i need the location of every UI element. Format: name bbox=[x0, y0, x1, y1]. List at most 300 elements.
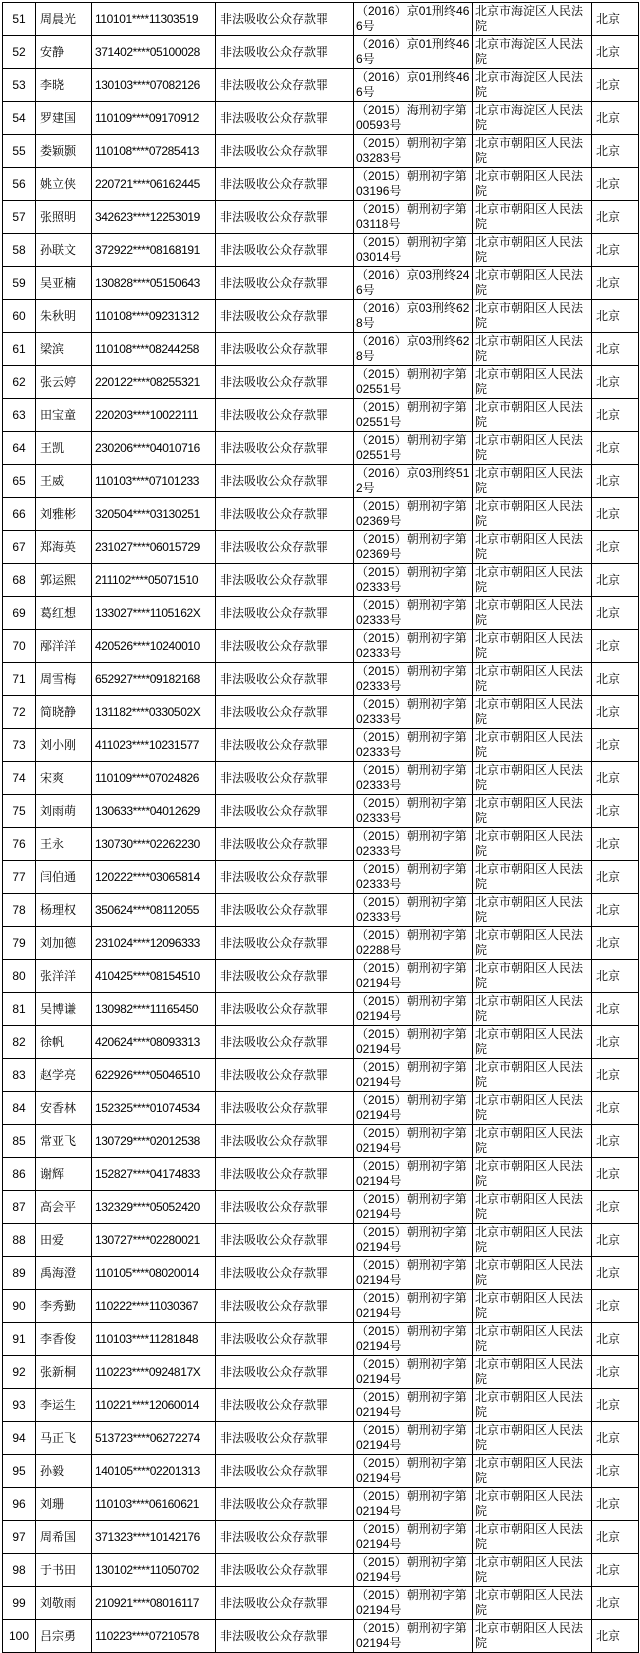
table-row bbox=[3, 1356, 639, 1389]
row-number-cell: 88 bbox=[3, 1224, 36, 1257]
charge-cell: 非法吸收公众存款罪 bbox=[216, 1488, 354, 1521]
case-number-cell: （2015）朝刑初字第02194号 bbox=[354, 1290, 473, 1323]
case-number-cell: （2015）朝刑初字第02194号 bbox=[354, 960, 473, 993]
row-number-cell: 85 bbox=[3, 1125, 36, 1158]
charge-cell: 非法吸收公众存款罪 bbox=[216, 1422, 354, 1455]
row-number-cell: 52 bbox=[3, 36, 36, 69]
court-cell: 北京市朝阳区人民法院 bbox=[473, 564, 592, 597]
table-row bbox=[3, 597, 639, 630]
defendant-name-cell: 孙联文 bbox=[36, 234, 92, 267]
id-number-cell: 342623****12253019 bbox=[92, 201, 216, 234]
case-number-cell: （2015）朝刑初字第02194号 bbox=[354, 1587, 473, 1620]
court-cell: 北京市朝阳区人民法院 bbox=[473, 1389, 592, 1422]
id-number-cell: 110103****06160621 bbox=[92, 1488, 216, 1521]
court-cell: 北京市朝阳区人民法院 bbox=[473, 1521, 592, 1554]
row-number-cell: 75 bbox=[3, 795, 36, 828]
table-row bbox=[3, 234, 639, 267]
region-cell: 北京 bbox=[592, 927, 639, 960]
court-cell: 北京市朝阳区人民法院 bbox=[473, 1125, 592, 1158]
charge-cell: 非法吸收公众存款罪 bbox=[216, 993, 354, 1026]
table-row bbox=[3, 1059, 639, 1092]
region-cell: 北京 bbox=[592, 729, 639, 762]
charge-cell: 非法吸收公众存款罪 bbox=[216, 564, 354, 597]
defendant-name-cell: 吴博谦 bbox=[36, 993, 92, 1026]
case-number-cell: （2015）海刑初字第00593号 bbox=[354, 102, 473, 135]
table-row bbox=[3, 1455, 639, 1488]
table-row bbox=[3, 630, 639, 663]
region-cell: 北京 bbox=[592, 1125, 639, 1158]
court-cell: 北京市朝阳区人民法院 bbox=[473, 894, 592, 927]
case-number-cell: （2015）朝刑初字第02194号 bbox=[354, 1521, 473, 1554]
court-cases-table-body bbox=[3, 3, 639, 1653]
charge-cell: 非法吸收公众存款罪 bbox=[216, 498, 354, 531]
region-cell: 北京 bbox=[592, 663, 639, 696]
row-number-cell: 61 bbox=[3, 333, 36, 366]
region-cell: 北京 bbox=[592, 828, 639, 861]
court-cell: 北京市朝阳区人民法院 bbox=[473, 1422, 592, 1455]
row-number-cell: 87 bbox=[3, 1191, 36, 1224]
id-number-cell: 110109****09170912 bbox=[92, 102, 216, 135]
court-cell: 北京市海淀区人民法院 bbox=[473, 69, 592, 102]
case-number-cell: （2015）朝刑初字第02551号 bbox=[354, 366, 473, 399]
region-cell: 北京 bbox=[592, 1323, 639, 1356]
table-row bbox=[3, 498, 639, 531]
court-cell: 北京市海淀区人民法院 bbox=[473, 102, 592, 135]
row-number-cell: 89 bbox=[3, 1257, 36, 1290]
charge-cell: 非法吸收公众存款罪 bbox=[216, 1158, 354, 1191]
region-cell: 北京 bbox=[592, 498, 639, 531]
row-number-cell: 51 bbox=[3, 3, 36, 36]
charge-cell: 非法吸收公众存款罪 bbox=[216, 729, 354, 762]
court-cell: 北京市朝阳区人民法院 bbox=[473, 498, 592, 531]
region-cell: 北京 bbox=[592, 960, 639, 993]
table-row bbox=[3, 399, 639, 432]
id-number-cell: 622926****05046510 bbox=[92, 1059, 216, 1092]
table-row bbox=[3, 531, 639, 564]
case-number-cell: （2015）朝刑初字第02369号 bbox=[354, 498, 473, 531]
charge-cell: 非法吸收公众存款罪 bbox=[216, 366, 354, 399]
charge-cell: 非法吸收公众存款罪 bbox=[216, 1191, 354, 1224]
row-number-cell: 69 bbox=[3, 597, 36, 630]
region-cell: 北京 bbox=[592, 762, 639, 795]
row-number-cell: 82 bbox=[3, 1026, 36, 1059]
table-row bbox=[3, 1257, 639, 1290]
table-row bbox=[3, 1290, 639, 1323]
case-number-cell: （2015）朝刑初字第02194号 bbox=[354, 1026, 473, 1059]
case-number-cell: （2016）京03刑终246号 bbox=[354, 267, 473, 300]
court-cell: 北京市朝阳区人民法院 bbox=[473, 1257, 592, 1290]
region-cell: 北京 bbox=[592, 597, 639, 630]
court-cell: 北京市朝阳区人民法院 bbox=[473, 1455, 592, 1488]
charge-cell: 非法吸收公众存款罪 bbox=[216, 1620, 354, 1653]
charge-cell: 非法吸收公众存款罪 bbox=[216, 1587, 354, 1620]
defendant-name-cell: 刘雅彬 bbox=[36, 498, 92, 531]
table-row bbox=[3, 927, 639, 960]
row-number-cell: 92 bbox=[3, 1356, 36, 1389]
defendant-name-cell: 闫伯通 bbox=[36, 861, 92, 894]
region-cell: 北京 bbox=[592, 1422, 639, 1455]
case-number-cell: （2015）朝刑初字第02333号 bbox=[354, 696, 473, 729]
defendant-name-cell: 李运生 bbox=[36, 1389, 92, 1422]
charge-cell: 非法吸收公众存款罪 bbox=[216, 1059, 354, 1092]
court-cell: 北京市朝阳区人民法院 bbox=[473, 828, 592, 861]
region-cell: 北京 bbox=[592, 531, 639, 564]
charge-cell: 非法吸收公众存款罪 bbox=[216, 927, 354, 960]
region-cell: 北京 bbox=[592, 1026, 639, 1059]
defendant-name-cell: 禹海澄 bbox=[36, 1257, 92, 1290]
row-number-cell: 68 bbox=[3, 564, 36, 597]
defendant-name-cell: 葛红想 bbox=[36, 597, 92, 630]
id-number-cell: 131182****0330502X bbox=[92, 696, 216, 729]
court-cell: 北京市朝阳区人民法院 bbox=[473, 1158, 592, 1191]
defendant-name-cell: 吴亚楠 bbox=[36, 267, 92, 300]
table-row bbox=[3, 432, 639, 465]
table-row bbox=[3, 1422, 639, 1455]
id-number-cell: 410425****08154510 bbox=[92, 960, 216, 993]
case-number-cell: （2015）朝刑初字第02194号 bbox=[354, 1158, 473, 1191]
row-number-cell: 78 bbox=[3, 894, 36, 927]
region-cell: 北京 bbox=[592, 1521, 639, 1554]
court-cell: 北京市朝阳区人民法院 bbox=[473, 729, 592, 762]
court-cell: 北京市朝阳区人民法院 bbox=[473, 1587, 592, 1620]
table-row bbox=[3, 168, 639, 201]
charge-cell: 非法吸收公众存款罪 bbox=[216, 432, 354, 465]
case-number-cell: （2015）朝刑初字第02194号 bbox=[354, 1455, 473, 1488]
case-number-cell: （2015）朝刑初字第02333号 bbox=[354, 729, 473, 762]
charge-cell: 非法吸收公众存款罪 bbox=[216, 894, 354, 927]
id-number-cell: 350624****08112055 bbox=[92, 894, 216, 927]
id-number-cell: 230206****04010716 bbox=[92, 432, 216, 465]
defendant-name-cell: 张照明 bbox=[36, 201, 92, 234]
charge-cell: 非法吸收公众存款罪 bbox=[216, 399, 354, 432]
defendant-name-cell: 刘敬雨 bbox=[36, 1587, 92, 1620]
id-number-cell: 371402****05100028 bbox=[92, 36, 216, 69]
defendant-name-cell: 梁滨 bbox=[36, 333, 92, 366]
case-number-cell: （2015）朝刑初字第03196号 bbox=[354, 168, 473, 201]
id-number-cell: 130828****05150643 bbox=[92, 267, 216, 300]
court-cell: 北京市朝阳区人民法院 bbox=[473, 1323, 592, 1356]
court-cell: 北京市朝阳区人民法院 bbox=[473, 960, 592, 993]
charge-cell: 非法吸收公众存款罪 bbox=[216, 234, 354, 267]
row-number-cell: 94 bbox=[3, 1422, 36, 1455]
id-number-cell: 420526****10240010 bbox=[92, 630, 216, 663]
table-row bbox=[3, 960, 639, 993]
case-number-cell: （2015）朝刑初字第02194号 bbox=[354, 1059, 473, 1092]
row-number-cell: 80 bbox=[3, 960, 36, 993]
charge-cell: 非法吸收公众存款罪 bbox=[216, 1455, 354, 1488]
case-number-cell: （2015）朝刑初字第02194号 bbox=[354, 1257, 473, 1290]
case-number-cell: （2015）朝刑初字第02194号 bbox=[354, 993, 473, 1026]
charge-cell: 非法吸收公众存款罪 bbox=[216, 663, 354, 696]
table-row bbox=[3, 861, 639, 894]
row-number-cell: 62 bbox=[3, 366, 36, 399]
case-number-cell: （2015）朝刑初字第02551号 bbox=[354, 432, 473, 465]
table-row bbox=[3, 1587, 639, 1620]
table-row bbox=[3, 1158, 639, 1191]
court-cell: 北京市朝阳区人民法院 bbox=[473, 762, 592, 795]
court-cell: 北京市朝阳区人民法院 bbox=[473, 1191, 592, 1224]
charge-cell: 非法吸收公众存款罪 bbox=[216, 465, 354, 498]
region-cell: 北京 bbox=[592, 795, 639, 828]
table-row bbox=[3, 333, 639, 366]
court-cell: 北京市朝阳区人民法院 bbox=[473, 1620, 592, 1653]
defendant-name-cell: 郭运熙 bbox=[36, 564, 92, 597]
court-cell: 北京市朝阳区人民法院 bbox=[473, 1356, 592, 1389]
row-number-cell: 99 bbox=[3, 1587, 36, 1620]
defendant-name-cell: 王威 bbox=[36, 465, 92, 498]
id-number-cell: 110223****07210578 bbox=[92, 1620, 216, 1653]
region-cell: 北京 bbox=[592, 1587, 639, 1620]
defendant-name-cell: 谢辉 bbox=[36, 1158, 92, 1191]
region-cell: 北京 bbox=[592, 1620, 639, 1653]
court-cell: 北京市海淀区人民法院 bbox=[473, 3, 592, 36]
defendant-name-cell: 周希国 bbox=[36, 1521, 92, 1554]
charge-cell: 非法吸收公众存款罪 bbox=[216, 168, 354, 201]
case-number-cell: （2015）朝刑初字第02194号 bbox=[354, 1620, 473, 1653]
charge-cell: 非法吸收公众存款罪 bbox=[216, 1026, 354, 1059]
defendant-name-cell: 娄颖颢 bbox=[36, 135, 92, 168]
row-number-cell: 95 bbox=[3, 1455, 36, 1488]
court-cases-table bbox=[2, 2, 639, 1653]
court-cell: 北京市朝阳区人民法院 bbox=[473, 663, 592, 696]
defendant-name-cell: 邴洋洋 bbox=[36, 630, 92, 663]
charge-cell: 非法吸收公众存款罪 bbox=[216, 135, 354, 168]
id-number-cell: 110221****12060014 bbox=[92, 1389, 216, 1422]
court-cell: 北京市朝阳区人民法院 bbox=[473, 300, 592, 333]
region-cell: 北京 bbox=[592, 1158, 639, 1191]
id-number-cell: 231024****12096333 bbox=[92, 927, 216, 960]
court-cell: 北京市朝阳区人民法院 bbox=[473, 234, 592, 267]
id-number-cell: 130982****11165450 bbox=[92, 993, 216, 1026]
charge-cell: 非法吸收公众存款罪 bbox=[216, 1125, 354, 1158]
defendant-name-cell: 宋爽 bbox=[36, 762, 92, 795]
case-number-cell: （2015）朝刑初字第02333号 bbox=[354, 795, 473, 828]
table-row bbox=[3, 762, 639, 795]
region-cell: 北京 bbox=[592, 267, 639, 300]
region-cell: 北京 bbox=[592, 1059, 639, 1092]
region-cell: 北京 bbox=[592, 300, 639, 333]
row-number-cell: 65 bbox=[3, 465, 36, 498]
court-cell: 北京市朝阳区人民法院 bbox=[473, 1554, 592, 1587]
charge-cell: 非法吸收公众存款罪 bbox=[216, 69, 354, 102]
court-cell: 北京市朝阳区人民法院 bbox=[473, 861, 592, 894]
region-cell: 北京 bbox=[592, 36, 639, 69]
region-cell: 北京 bbox=[592, 69, 639, 102]
region-cell: 北京 bbox=[592, 465, 639, 498]
row-number-cell: 76 bbox=[3, 828, 36, 861]
court-cell: 北京市朝阳区人民法院 bbox=[473, 795, 592, 828]
table-row bbox=[3, 663, 639, 696]
case-number-cell: （2015）朝刑初字第02369号 bbox=[354, 531, 473, 564]
charge-cell: 非法吸收公众存款罪 bbox=[216, 1224, 354, 1257]
charge-cell: 非法吸收公众存款罪 bbox=[216, 762, 354, 795]
charge-cell: 非法吸收公众存款罪 bbox=[216, 36, 354, 69]
case-number-cell: （2015）朝刑初字第02194号 bbox=[354, 1323, 473, 1356]
court-cell: 北京市朝阳区人民法院 bbox=[473, 630, 592, 663]
defendant-name-cell: 刘珊 bbox=[36, 1488, 92, 1521]
court-cell: 北京市朝阳区人民法院 bbox=[473, 333, 592, 366]
region-cell: 北京 bbox=[592, 1356, 639, 1389]
region-cell: 北京 bbox=[592, 333, 639, 366]
charge-cell: 非法吸收公众存款罪 bbox=[216, 3, 354, 36]
defendant-name-cell: 李秀勤 bbox=[36, 1290, 92, 1323]
case-number-cell: （2015）朝刑初字第02333号 bbox=[354, 597, 473, 630]
defendant-name-cell: 朱秋明 bbox=[36, 300, 92, 333]
row-number-cell: 81 bbox=[3, 993, 36, 1026]
region-cell: 北京 bbox=[592, 201, 639, 234]
table-row bbox=[3, 828, 639, 861]
defendant-name-cell: 郑海英 bbox=[36, 531, 92, 564]
table-row bbox=[3, 465, 639, 498]
row-number-cell: 72 bbox=[3, 696, 36, 729]
case-number-cell: （2015）朝刑初字第02194号 bbox=[354, 1422, 473, 1455]
defendant-name-cell: 王永 bbox=[36, 828, 92, 861]
charge-cell: 非法吸收公众存款罪 bbox=[216, 201, 354, 234]
charge-cell: 非法吸收公众存款罪 bbox=[216, 795, 354, 828]
table-row bbox=[3, 1389, 639, 1422]
case-number-cell: （2015）朝刑初字第02333号 bbox=[354, 663, 473, 696]
case-number-cell: （2015）朝刑初字第03014号 bbox=[354, 234, 473, 267]
table-row bbox=[3, 1092, 639, 1125]
region-cell: 北京 bbox=[592, 1224, 639, 1257]
defendant-name-cell: 简晓静 bbox=[36, 696, 92, 729]
region-cell: 北京 bbox=[592, 1257, 639, 1290]
case-number-cell: （2016）京01刑终466号 bbox=[354, 69, 473, 102]
row-number-cell: 60 bbox=[3, 300, 36, 333]
id-number-cell: 130730****02262230 bbox=[92, 828, 216, 861]
row-number-cell: 96 bbox=[3, 1488, 36, 1521]
defendant-name-cell: 常亚飞 bbox=[36, 1125, 92, 1158]
id-number-cell: 220721****06162445 bbox=[92, 168, 216, 201]
case-number-cell: （2015）朝刑初字第02333号 bbox=[354, 894, 473, 927]
case-number-cell: （2015）朝刑初字第02333号 bbox=[354, 762, 473, 795]
charge-cell: 非法吸收公众存款罪 bbox=[216, 1554, 354, 1587]
case-number-cell: （2016）京03刑终512号 bbox=[354, 465, 473, 498]
table-row bbox=[3, 696, 639, 729]
id-number-cell: 130103****07082126 bbox=[92, 69, 216, 102]
charge-cell: 非法吸收公众存款罪 bbox=[216, 828, 354, 861]
court-cell: 北京市朝阳区人民法院 bbox=[473, 465, 592, 498]
table-row bbox=[3, 267, 639, 300]
region-cell: 北京 bbox=[592, 432, 639, 465]
table-row bbox=[3, 1224, 639, 1257]
row-number-cell: 83 bbox=[3, 1059, 36, 1092]
id-number-cell: 110108****08244258 bbox=[92, 333, 216, 366]
row-number-cell: 86 bbox=[3, 1158, 36, 1191]
court-cell: 北京市朝阳区人民法院 bbox=[473, 267, 592, 300]
region-cell: 北京 bbox=[592, 630, 639, 663]
id-number-cell: 130102****11050702 bbox=[92, 1554, 216, 1587]
court-cell: 北京市朝阳区人民法院 bbox=[473, 432, 592, 465]
id-number-cell: 152325****01074534 bbox=[92, 1092, 216, 1125]
row-number-cell: 63 bbox=[3, 399, 36, 432]
defendant-name-cell: 张新桐 bbox=[36, 1356, 92, 1389]
court-cell: 北京市朝阳区人民法院 bbox=[473, 366, 592, 399]
region-cell: 北京 bbox=[592, 168, 639, 201]
row-number-cell: 100 bbox=[3, 1620, 36, 1653]
id-number-cell: 372922****08168191 bbox=[92, 234, 216, 267]
id-number-cell: 132329****05052420 bbox=[92, 1191, 216, 1224]
case-number-cell: （2015）朝刑初字第02333号 bbox=[354, 630, 473, 663]
id-number-cell: 110101****11303519 bbox=[92, 3, 216, 36]
charge-cell: 非法吸收公众存款罪 bbox=[216, 1290, 354, 1323]
case-number-cell: （2015）朝刑初字第02194号 bbox=[354, 1191, 473, 1224]
region-cell: 北京 bbox=[592, 993, 639, 1026]
court-cell: 北京市朝阳区人民法院 bbox=[473, 399, 592, 432]
region-cell: 北京 bbox=[592, 1455, 639, 1488]
region-cell: 北京 bbox=[592, 861, 639, 894]
defendant-name-cell: 刘小刚 bbox=[36, 729, 92, 762]
id-number-cell: 320504****03130251 bbox=[92, 498, 216, 531]
case-number-cell: （2015）朝刑初字第02194号 bbox=[354, 1224, 473, 1257]
defendant-name-cell: 周晨光 bbox=[36, 3, 92, 36]
charge-cell: 非法吸收公众存款罪 bbox=[216, 960, 354, 993]
charge-cell: 非法吸收公众存款罪 bbox=[216, 102, 354, 135]
id-number-cell: 211102****05071510 bbox=[92, 564, 216, 597]
row-number-cell: 73 bbox=[3, 729, 36, 762]
defendant-name-cell: 李香俊 bbox=[36, 1323, 92, 1356]
table-row bbox=[3, 795, 639, 828]
case-number-cell: （2016）京01刑终466号 bbox=[354, 3, 473, 36]
case-number-cell: （2015）朝刑初字第02333号 bbox=[354, 828, 473, 861]
row-number-cell: 55 bbox=[3, 135, 36, 168]
case-number-cell: （2015）朝刑初字第02333号 bbox=[354, 861, 473, 894]
id-number-cell: 130633****04012629 bbox=[92, 795, 216, 828]
case-number-cell: （2015）朝刑初字第02194号 bbox=[354, 1389, 473, 1422]
id-number-cell: 110108****09231312 bbox=[92, 300, 216, 333]
defendant-name-cell: 张洋洋 bbox=[36, 960, 92, 993]
charge-cell: 非法吸收公众存款罪 bbox=[216, 1521, 354, 1554]
table-row bbox=[3, 69, 639, 102]
charge-cell: 非法吸收公众存款罪 bbox=[216, 597, 354, 630]
case-number-cell: （2016）京01刑终466号 bbox=[354, 36, 473, 69]
row-number-cell: 79 bbox=[3, 927, 36, 960]
court-cell: 北京市朝阳区人民法院 bbox=[473, 1026, 592, 1059]
defendant-name-cell: 刘加德 bbox=[36, 927, 92, 960]
court-cell: 北京市朝阳区人民法院 bbox=[473, 1290, 592, 1323]
table-row bbox=[3, 564, 639, 597]
charge-cell: 非法吸收公众存款罪 bbox=[216, 300, 354, 333]
row-number-cell: 54 bbox=[3, 102, 36, 135]
region-cell: 北京 bbox=[592, 1554, 639, 1587]
table-row bbox=[3, 102, 639, 135]
table-row bbox=[3, 1488, 639, 1521]
id-number-cell: 110109****07024826 bbox=[92, 762, 216, 795]
table-row bbox=[3, 729, 639, 762]
region-cell: 北京 bbox=[592, 1191, 639, 1224]
table-row bbox=[3, 201, 639, 234]
row-number-cell: 77 bbox=[3, 861, 36, 894]
id-number-cell: 120222****03065814 bbox=[92, 861, 216, 894]
row-number-cell: 53 bbox=[3, 69, 36, 102]
region-cell: 北京 bbox=[592, 399, 639, 432]
court-cell: 北京市朝阳区人民法院 bbox=[473, 1488, 592, 1521]
row-number-cell: 90 bbox=[3, 1290, 36, 1323]
table-row bbox=[3, 1521, 639, 1554]
table-row bbox=[3, 36, 639, 69]
charge-cell: 非法吸收公众存款罪 bbox=[216, 1092, 354, 1125]
row-number-cell: 56 bbox=[3, 168, 36, 201]
id-number-cell: 210921****08016117 bbox=[92, 1587, 216, 1620]
table-row bbox=[3, 993, 639, 1026]
row-number-cell: 74 bbox=[3, 762, 36, 795]
row-number-cell: 64 bbox=[3, 432, 36, 465]
defendant-name-cell: 赵学亮 bbox=[36, 1059, 92, 1092]
id-number-cell: 513723****06272274 bbox=[92, 1422, 216, 1455]
row-number-cell: 67 bbox=[3, 531, 36, 564]
charge-cell: 非法吸收公众存款罪 bbox=[216, 1356, 354, 1389]
defendant-name-cell: 张云婷 bbox=[36, 366, 92, 399]
